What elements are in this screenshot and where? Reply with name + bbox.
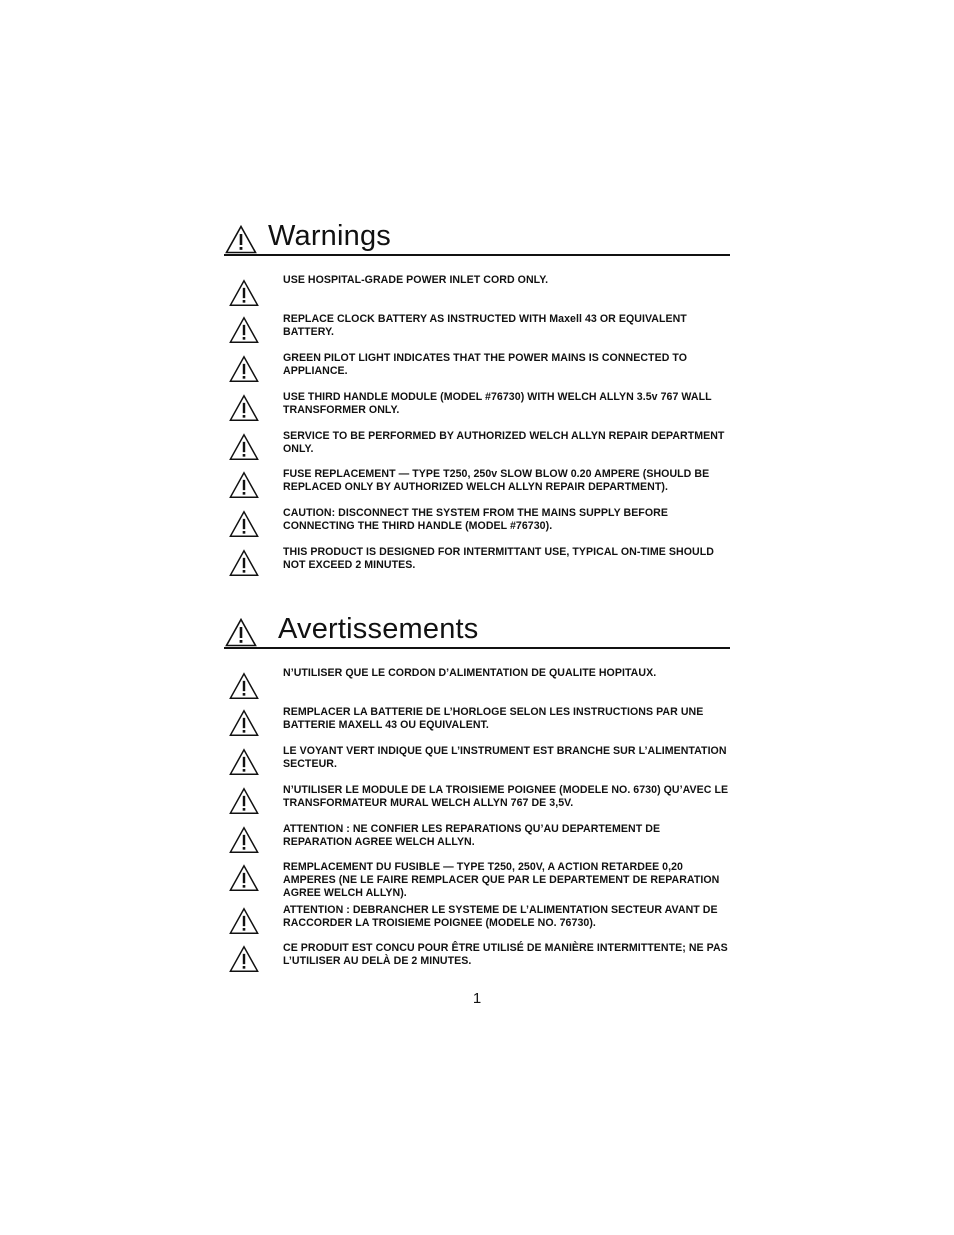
avertissement-text: N’UTILISER QUE LE CORDON D’ALIMENTATION DE QUALITE HOPITAUX.	[283, 667, 657, 679]
warning-triangle-icon	[229, 316, 259, 344]
warning-triangle-icon	[229, 279, 259, 307]
warning-triangle-icon	[229, 433, 259, 461]
warnings-section	[224, 214, 730, 571]
warning-triangle-icon	[229, 672, 259, 700]
warning-triangle-icon	[229, 394, 259, 422]
warning-triangle-icon	[229, 864, 259, 892]
warning-text: SERVICE TO BE PERFORMED BY AUTHORIZED WELCH ALLYN REPAIR DEPARTMENT ONLY.	[283, 430, 725, 455]
page-number: 1	[472, 990, 482, 1007]
avertissement-text: LE VOYANT VERT INDIQUE QUE L’INSTRUMENT EST BRANCHE SUR L’ALIMENTATION SECTEUR.	[283, 745, 727, 770]
avertissement-text: REMPLACEMENT DU FUSIBLE — TYPE T250, 250V, A ACTION RETARDEE 0,20 AMPERES (NE LE FAIRE REMPLACER QUE PAR LE DEPARTEMENT DE REPARATION AGREE WELCH ALLYN).	[283, 861, 720, 899]
warning-triangle-icon	[229, 549, 259, 577]
warnings-title: Warnings	[268, 220, 392, 252]
warning-triangle-icon	[229, 787, 259, 815]
warnings-header	[224, 214, 730, 256]
warning-triangle-icon	[225, 618, 257, 647]
avertissements-title: Avertissements	[278, 613, 479, 645]
avertissements-header	[224, 607, 730, 649]
warning-text: USE HOSPITAL-GRADE POWER INLET CORD ONLY.	[283, 274, 549, 286]
warning-text: REPLACE CLOCK BATTERY AS INSTRUCTED WITH Maxell 43 OR EQUIVALENT BATTERY.	[283, 313, 687, 338]
warning-triangle-icon	[225, 225, 257, 254]
warning-triangle-icon	[229, 748, 259, 776]
warning-text: THIS PRODUCT IS DESIGNED FOR INTERMITTANT USE, TYPICAL ON-TIME SHOULD NOT EXCEED 2 MINUTES.	[283, 546, 714, 571]
warning-text: USE THIRD HANDLE MODULE (MODEL #76730) WITH WELCH ALLYN 3.5v 767 WALL TRANSFORMER ONLY.	[283, 391, 712, 416]
warning-triangle-icon	[229, 471, 259, 499]
warning-text: GREEN PILOT LIGHT INDICATES THAT THE POWER MAINS IS CONNECTED TO APPLIANCE.	[283, 352, 688, 377]
avertissement-text: ATTENTION : DEBRANCHER LE SYSTEME DE L’ALIMENTATION SECTEUR AVANT DE RACCORDER LA TROISIEME POIGNEE (MODELE NO. 76730).	[283, 904, 718, 929]
warning-text: FUSE REPLACEMENT — TYPE T250, 250v SLOW BLOW 0.20 AMPERE (SHOULD BE REPLACED ONLY BY AUTHORIZED WELCH ALLYN REPAIR DEPARTMENT).	[283, 468, 710, 493]
avertissement-text: CE PRODUIT EST CONCU POUR ÊTRE UTILISÉ DE MANIÈRE INTERMITTENTE; NE PAS L’UTILISER AU DELÀ DE 2 MINUTES.	[283, 942, 728, 967]
warning-triangle-icon	[229, 709, 259, 737]
warning-triangle-icon	[229, 510, 259, 538]
warning-triangle-icon	[229, 355, 259, 383]
warning-triangle-icon	[229, 907, 259, 935]
warning-triangle-icon	[229, 826, 259, 854]
avertissements-section	[224, 607, 730, 967]
warning-text: CAUTION: DISCONNECT THE SYSTEM FROM THE MAINS SUPPLY BEFORE CONNECTING THE THIRD HANDLE (MODEL #76730).	[283, 507, 668, 532]
avertissement-text: ATTENTION : NE CONFIER LES REPARATIONS QU’AU DEPARTEMENT DE REPARATION AGREE WELCH ALLYN.	[283, 823, 661, 848]
warning-triangle-icon	[229, 945, 259, 973]
avertissement-text: N’UTILISER LE MODULE DE LA TROISIEME POIGNEE (MODELE NO. 6730) QU’AVEC LE TRANSFORMATEUR MURAL WELCH ALLYN 767 DE 3,5V.	[283, 784, 729, 809]
avertissement-text: REMPLACER LA BATTERIE DE L’HORLOGE SELON LES INSTRUCTIONS PAR UNE BATTERIE MAXELL 43 OU EQUIVALENT.	[283, 706, 704, 731]
